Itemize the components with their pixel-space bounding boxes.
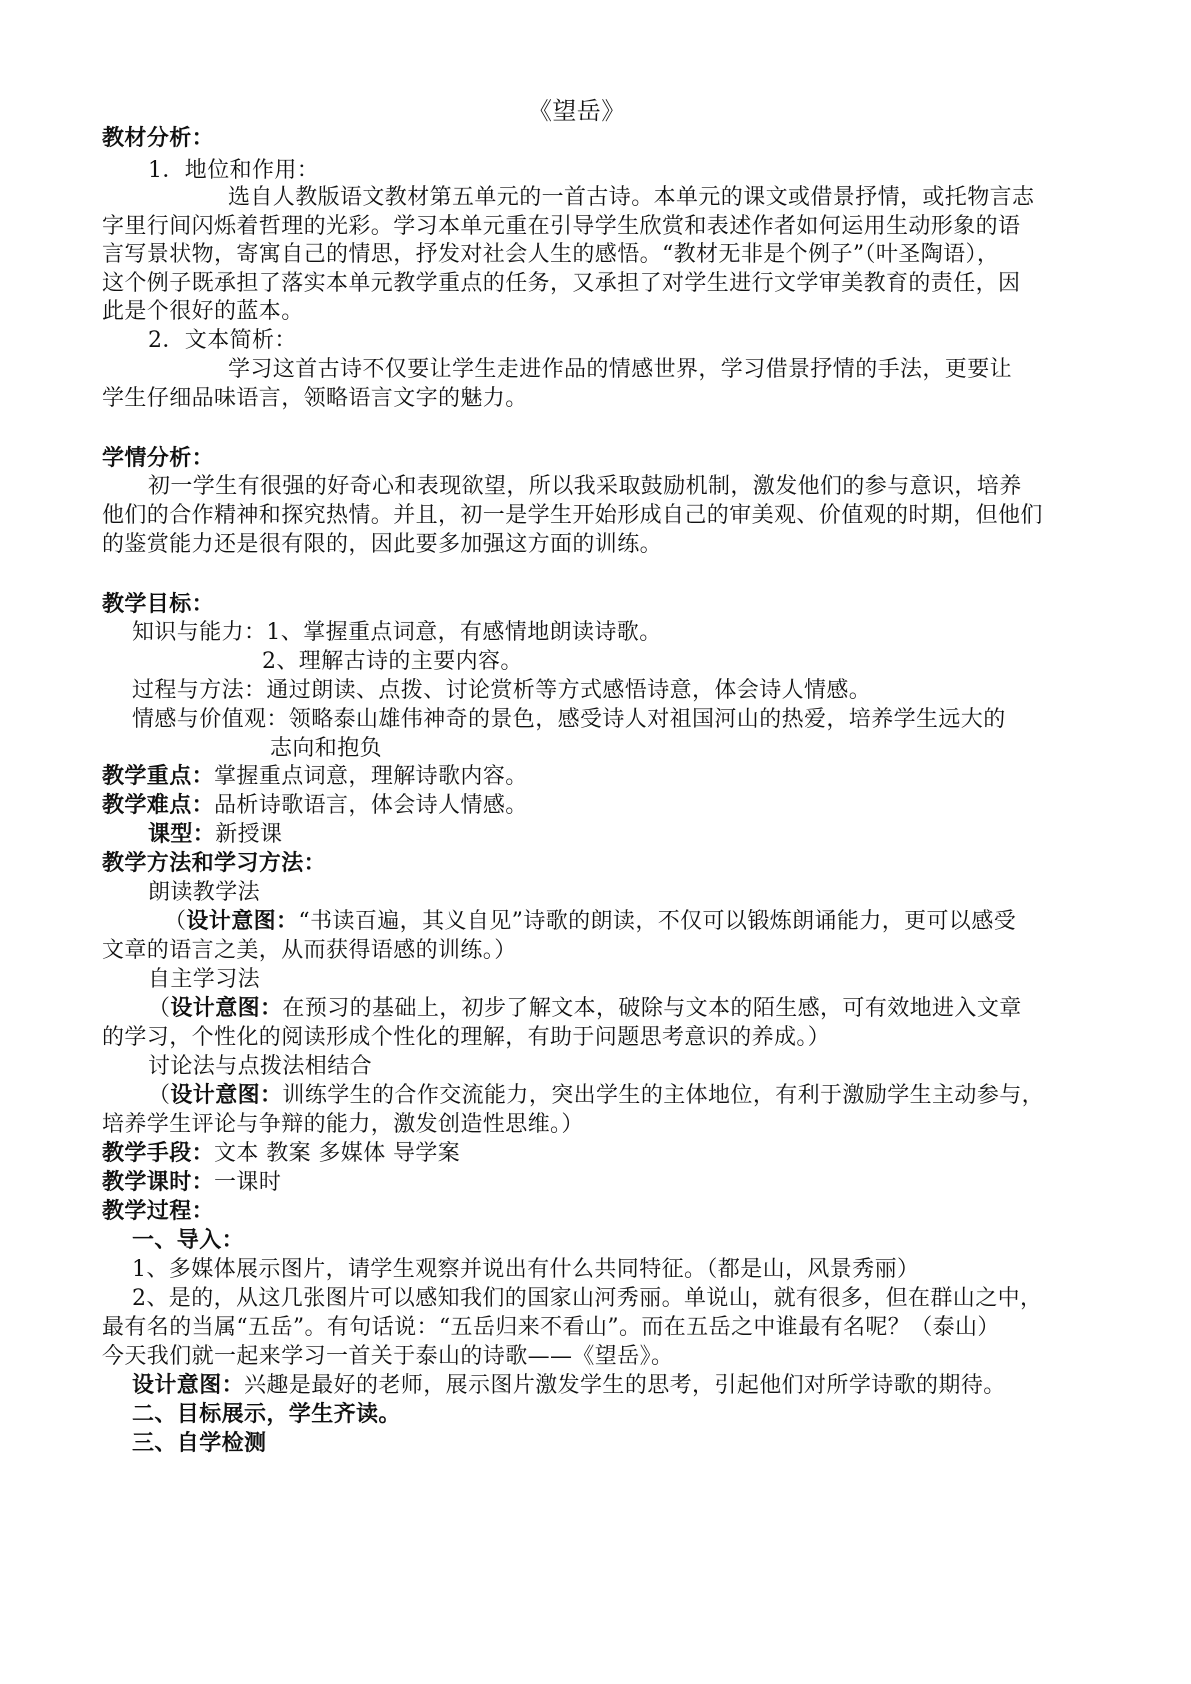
intent-label: 设计意图： [186,909,299,934]
lesson-type-label: 课型： [148,822,216,847]
material-heading: 教材分析： [102,126,215,151]
intent-label: 设计意图： [132,1373,245,1398]
difficulty-text: 品析诗歌语言，体会诗人情感。 [214,793,528,818]
paragraph-line: 学生仔细品味语言，领略语言文字的魅力。 [102,386,528,411]
difficulty-label: 教学难点： [102,793,215,818]
key-point [102,762,528,792]
paragraph-line: 的学习，个性化的阅读形成个性化的理解，有助于问题思考意识的养成。） [102,1025,831,1050]
goals-heading: 教学目标： [102,592,215,617]
paragraph-line: 文章的语言之美，从而获得语感的训练。） [102,938,517,963]
intro-intent [132,1371,1006,1401]
lesson-type [148,820,282,850]
position-heading: 1．地位和作用： [148,158,320,183]
teaching-hours-label: 教学课时： [102,1170,215,1195]
goal-knowledge-2: 2、理解古诗的主要内容。 [262,649,523,674]
paren-open: （ [148,996,171,1021]
goal-emotion-2: 志向和抱负 [270,736,383,761]
intent-text: 兴趣是最好的老师，展示图片激发学生的思考，引起他们对所学诗歌的期待。 [244,1373,1006,1398]
method-discussion-intent [148,1081,1044,1111]
paren-open: （ [164,909,187,934]
paragraph-line: 初一学生有很强的好奇心和表现欲望，所以我采取鼓励机制，激发他们的参与意识，培养 [148,474,1022,499]
goal-emotion: 情感与价值观：领略泰山雄伟神奇的景色，感受诗人对祖国河山的热爱，培养学生远大的 [132,707,1006,732]
method-self-study: 自主学习法 [148,967,261,992]
paragraph-line: 言写景状物，寄寓自己的情思，抒发对社会人生的感悟。“教材无非是个例子”（叶圣陶语）， [102,242,1000,267]
methods-heading: 教学方法和学习方法： [102,851,327,876]
goal-process: 过程与方法：通过朗读、点拨、讨论赏析等方式感悟诗意，体会诗人情感。 [132,678,872,703]
method-reading: 朗读教学法 [148,880,261,905]
paragraph-line: 他们的合作精神和探究热情。并且，初一是学生开始形成自己的审美观、价值观的时期，但他们 [102,503,1043,528]
intent-text: 训练学生的合作交流能力，突出学生的主体地位，有利于激励学生主动参与， [282,1083,1045,1108]
teaching-hours [102,1168,281,1198]
paragraph-line: 1、多媒体展示图片，请学生观察并说出有什么共同特征。（都是山，风景秀丽） [132,1257,920,1282]
paragraph-line: 的鉴赏能力还是很有限的，因此要多加强这方面的训练。 [102,532,663,557]
paragraph-line: 2、是的，从这几张图片可以感知我们的国家山河秀丽。单说山，就有很多，但在群山之中， [132,1286,1043,1311]
paragraph-line: 今天我们就一起来学习一首关于泰山的诗歌——《望岳》。 [102,1344,674,1369]
method-discussion: 讨论法与点拨法相结合 [148,1054,373,1079]
students-heading: 学情分析： [102,446,215,471]
process-heading: 教学过程： [102,1199,215,1224]
paragraph-line: 选自人教版语文教材第五单元的一首古诗。本单元的课文或借景抒情，或托物言志 [228,185,1035,210]
intro-heading: 一、导入： [132,1228,245,1253]
paragraph-line: 字里行间闪烁着哲理的光彩。学习本单元重在引导学生欣赏和表述作者如何运用生动形象的语 [102,214,1021,239]
teaching-means-text: 文本 教案 多媒体 导学案 [214,1141,461,1166]
text-analysis-heading: 2．文本简析： [148,328,297,353]
paragraph-line: 这个例子既承担了落实本单元教学重点的任务，又承担了对学生进行文学审美教育的责任，因 [102,271,1021,296]
paragraph-line: 最有名的当属“五岳”。有句话说：“五岳归来不看山”。而在五岳之中谁最有名呢？（泰山） [102,1315,1000,1340]
step-two: 二、目标展示，学生齐读。 [132,1402,401,1427]
method-reading-intent [164,907,1016,937]
intent-label: 设计意图： [170,996,283,1021]
paragraph-line: 培养学生评论与争辩的能力，激发创造性思维。） [102,1112,584,1137]
lesson-type-text: 新授课 [215,822,283,847]
difficulty [102,791,528,821]
step-three: 三、自学检测 [132,1431,267,1456]
teaching-hours-text: 一课时 [214,1170,282,1195]
key-point-label: 教学重点： [102,764,215,789]
key-point-text: 掌握重点词意，理解诗歌内容。 [214,764,528,789]
intent-label: 设计意图： [170,1083,283,1108]
teaching-means-label: 教学手段： [102,1141,215,1166]
paren-open: （ [148,1083,171,1108]
teaching-means [102,1139,460,1169]
method-self-study-intent [148,994,1022,1024]
goal-knowledge: 知识与能力：1、掌握重点词意，有感情地朗读诗歌。 [132,620,662,645]
paragraph-line: 学习这首古诗不仅要让学生走进作品的情感世界，学习借景抒情的手法，更要让 [228,357,1013,382]
intent-text: 在预习的基础上，初步了解文本，破除与文本的陌生感，可有效地进入文章 [282,996,1022,1021]
doc-title: 《望岳》 [528,97,626,125]
intent-text: “书读百遍，其义自见”诗歌的朗读，不仅可以锻炼朗诵能力，更可以感受 [298,909,1017,934]
paragraph-line: 此是个很好的蓝本。 [102,299,304,324]
